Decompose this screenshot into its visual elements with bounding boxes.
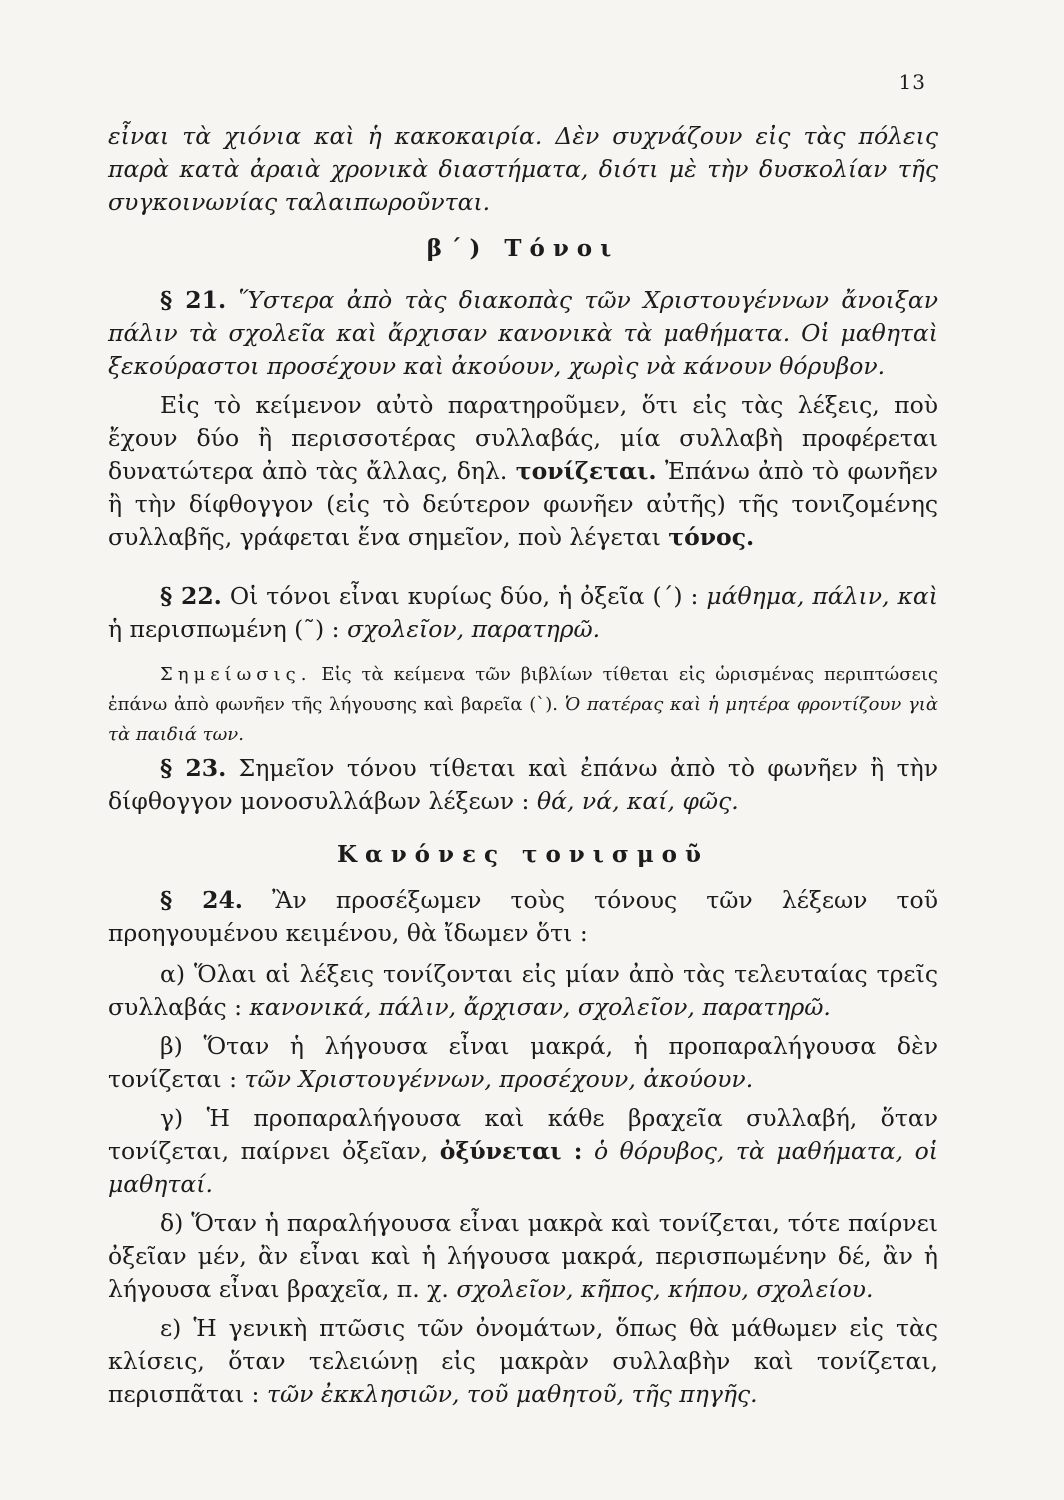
paragraph-21-text: Ὕστερα ἀπὸ τὰς διακοπὰς τῶν Χριστουγέννων ἄνοιξαν πάλιν τὰ σχολεῖα καὶ ἄρχισαν κανονικὰ τὰ μαθήματα. Οἱ μαθηταὶ ξεκούραστοι προσέχουν καὶ ἀκούουν, χωρὶς νὰ κάνουν θόρυβον.: [108, 286, 938, 380]
rule-item: [108, 1030, 938, 1096]
paragraph-23-number: § 23.: [160, 754, 227, 782]
rule-label: α): [160, 960, 186, 988]
paragraph-21-number: § 21.: [160, 286, 227, 314]
rule-label: δ): [160, 1209, 184, 1237]
intro-line-1: εἶναι τὰ χιόνια καὶ ἡ κακοκαιρία. Δὲν συχνάζουν εἰς τὰς πόλεις παρὰ: [108, 122, 938, 183]
paragraph-21b-text-b: Ἐπάνω ἀπὸ τὸ φωνῆεν ἢ τὴν δίφθογγον (εἰς τὸ δεύτερον φωνῆεν αὐτῆς) τῆς τονιζομένης συλλαβῆς, γράφεται ἕνα σημεῖον, ποὺ λέγεται: [108, 457, 938, 551]
rule-item: [108, 1207, 938, 1306]
page-number: 13: [898, 70, 926, 94]
note-example: Ὁ πατέρας καὶ ἡ μητέρα φροντίζουν γιὰ τὰ παιδιά των.: [108, 694, 938, 745]
rule-item: [108, 1312, 938, 1411]
rule-item: [108, 958, 938, 1024]
term-tonizetai: τονίζεται.: [515, 457, 657, 485]
term-tonos: τόνος.: [668, 523, 755, 551]
paragraph-23-example: θά, νά, καί, φῶς.: [536, 787, 739, 815]
intro-line-2: κατὰ ἀραιὰ χρονικὰ διαστήματα, διότι μὲ τὴν δυσκολίαν τῆς συγκοινωνίας: [108, 155, 938, 216]
paragraph-22-number: § 22.: [160, 582, 222, 610]
paragraph-22-example-b: σχολεῖον, παρατηρῶ.: [347, 615, 601, 643]
paragraph-23-text: Σημεῖον τόνου τίθεται καὶ ἐπάνω ἀπὸ τὸ φωνῆεν ἢ τὴν δίφθογγον μονοσυλλάβων λέξεων :: [108, 754, 938, 815]
paragraph-22-example-a: μάθημα, πάλιν, καὶ: [706, 582, 938, 610]
paragraph-21b-text-a: Εἰς τὸ κείμενον αὐτὸ παρατηροῦμεν, ὅτι εἰς τὰς λέξεις, ποὺ ἔχουν δύο ἢ περισσοτέρας συλλαβάς, μία συλλαβὴ προφέρεται δυνατώτερα ἀπὸ τὰς ἄλλας, δηλ.: [108, 391, 938, 485]
section-heading-container: [108, 232, 938, 265]
rule-text: Ὅταν ἡ παραλήγουσα εἶναι μακρὰ καὶ τονίζεται, τότε παίρνει ὀξεῖαν μέν, ἂν εἶναι καὶ ἡ λήγουσα μακρά, περισπωμένην δέ, ἂν ἡ λήγουσα εἶναι βραχεῖα, π. χ.: [108, 1209, 938, 1303]
rules-heading-container: [108, 838, 938, 871]
term-oxynetai: ὀξύνεται :: [439, 1137, 583, 1165]
rule-example: τῶν ἐκκλησιῶν, τοῦ μαθητοῦ, τῆς πηγῆς.: [266, 1380, 758, 1408]
rule-text: Ὅταν ἡ λήγουσα εἶναι μακρά, ἡ προπαραλήγουσα δὲν τονίζεται :: [108, 1032, 938, 1093]
rule-item: [108, 1102, 938, 1201]
note-paragraph: [108, 660, 938, 750]
rule-example: κανονικά, πάλιν, ἄρχισαν, σχολεῖον, παρατηρῶ.: [249, 993, 831, 1021]
rule-label: ε): [160, 1314, 182, 1342]
rule-label: β): [160, 1032, 183, 1060]
note-text: Εἰς τὰ κείμενα τῶν βιβλίων τίθεται εἰς ὡρισμένας περιπτώσεις ἐπάνω ἀπὸ φωνῆεν τῆς λήγουσης καὶ βαρεῖα (`).: [108, 664, 938, 715]
rule-example: σχολεῖον, κῆπος, κήπου, σχολείου.: [456, 1275, 874, 1303]
intro-paragraph: [108, 120, 938, 219]
note-label: Σημείωσις.: [160, 664, 312, 685]
rule-text: Ἡ προπαραλήγουσα καὶ κάθε βραχεῖα συλλαβή, ὅταν τονίζεται, παίρνει ὀξεῖαν,: [108, 1104, 938, 1165]
rule-text: Ἡ γενικὴ πτῶσις τῶν ὀνομάτων, ὅπως θὰ μάθωμεν εἰς τὰς κλίσεις, ὅταν τελειώνῃ εἰς μακρὰν συλλαβὴν καὶ τονίζεται, περισπᾶται :: [108, 1314, 938, 1408]
paragraph-22-text-b: ἡ περισπωμένη (῀) :: [108, 615, 340, 643]
paragraph-24: [108, 884, 938, 1411]
rules-heading: Κανόνες τονισμοῦ: [337, 841, 709, 868]
paragraph-22: [108, 580, 938, 646]
paragraph-21: [108, 284, 938, 554]
paragraph-23: [108, 752, 938, 818]
paragraph-24-text: Ἂν προσέξωμεν τοὺς τόνους τῶν λέξεων τοῦ προηγουμένου κειμένου, θὰ ἴδωμεν ὅτι :: [108, 886, 938, 947]
intro-line-3: ταλαιπωροῦνται.: [284, 188, 491, 216]
section-heading: β΄) Τόνοι: [426, 235, 620, 262]
paragraph-22-text-a: Οἱ τόνοι εἶναι κυρίως δύο, ἡ ὀξεῖα (΄) :: [229, 582, 699, 610]
rule-example: τῶν Χριστουγέννων, προσέχουν, ἀκούουν.: [244, 1065, 754, 1093]
paragraph-24-number: § 24.: [160, 886, 243, 914]
rule-example: ὁ θόρυβος, τὰ μαθήματα, οἱ μαθηταί.: [108, 1137, 938, 1198]
rule-text: Ὅλαι αἱ λέξεις τονίζονται εἰς μίαν ἀπὸ τὰς τελευταίας τρεῖς συλλαβάς :: [108, 960, 938, 1021]
rule-label: γ): [160, 1104, 184, 1132]
